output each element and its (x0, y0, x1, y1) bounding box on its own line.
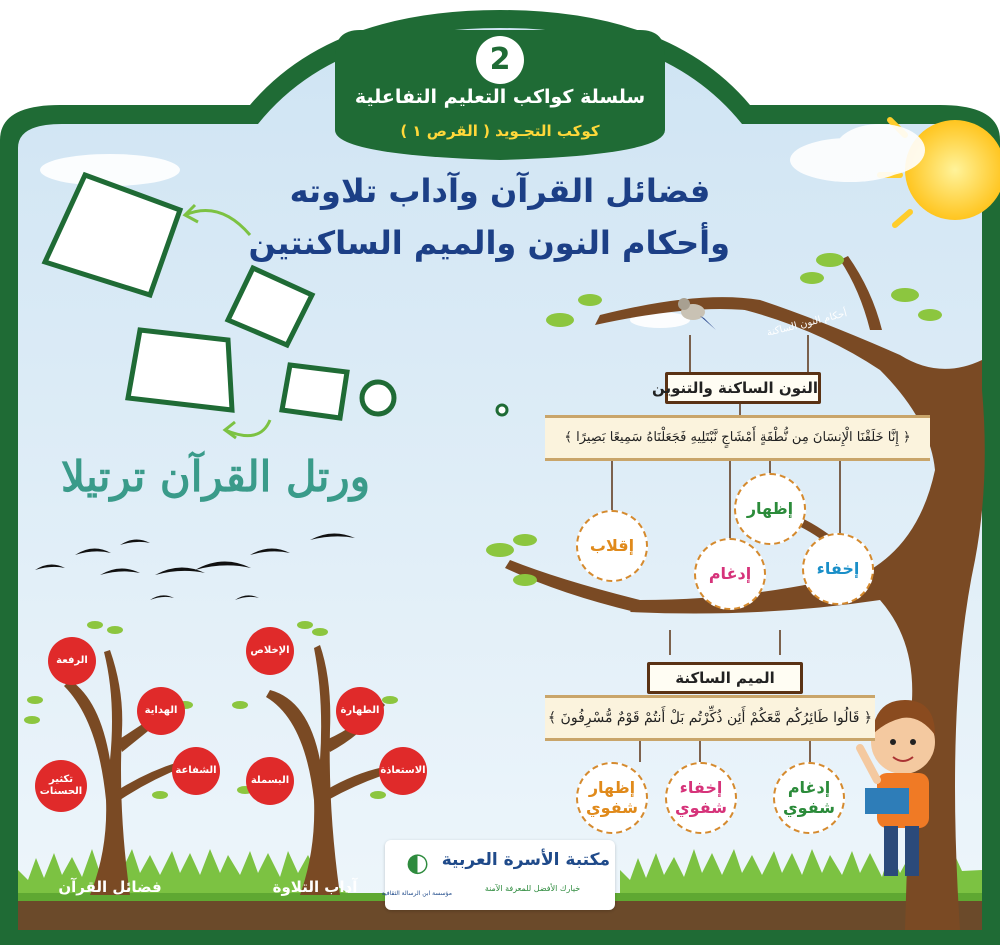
publisher-name: مؤسسة ابن الرسالة الثقافية (381, 890, 452, 897)
series-number: 2 (489, 42, 511, 77)
apple-label: البسملة (250, 775, 290, 786)
tree-label-virtues: فضائل القرآن (58, 878, 162, 896)
rule-izhar: إظهار (734, 473, 806, 545)
publisher-emblem: ◐ (406, 848, 429, 878)
noon-verse: ﴿ إِنَّا خَلَقْنَا الْإِنسَانَ مِن نُّطْفَةٍ أَمْشَاجٍ نَّبْتَلِيهِ فَجَعَلْنَاهُ سَمِيعًا بَصِيرًا ﴾ (545, 415, 930, 461)
tree-label-etiquette: آداب التلاوة (272, 878, 358, 896)
apple-label: الإخلاص (250, 645, 290, 656)
apple-label: الهداية (144, 705, 178, 716)
apple-label: الرفعة (56, 655, 88, 666)
calligraphy-verse: ورتل القرآن ترتيلا (61, 452, 370, 501)
rule-iqlab: إقلاب (576, 510, 648, 582)
apple-label: الطهارة (340, 705, 380, 716)
main-title-line1: فضائل القرآن وآداب تلاوته (289, 172, 711, 210)
library-tagline: خيارك الأفضل للمعرفة الآمنة (484, 884, 581, 893)
rule-izhar-shafawi: إظهار شفوي (576, 762, 648, 834)
apple-label: الاستعاذة (380, 765, 426, 776)
disc-subtitle: كوكب التجـويد ( القرص ١ ) (400, 122, 600, 140)
meem-sign: الميم الساكنة (647, 662, 803, 694)
rule-idgham: إدغام (694, 538, 766, 610)
apple-label: تكثير الحسنات (39, 774, 83, 797)
noon-sign: النون الساكنة والتنوين (665, 372, 821, 404)
rule-idgham-shafawi: إدغام شفوي (773, 762, 845, 834)
series-title: سلسلة كواكب التعليم التفاعلية (354, 86, 646, 108)
branch-label: أحكام النون الساكنة (765, 308, 849, 339)
rule-ikhfa: إخفاء (802, 533, 874, 605)
apple-label: الشفاعة (175, 765, 217, 776)
library-name: مكتبة الأسرة العربية (441, 850, 610, 870)
main-title-line2: وأحكام النون والميم الساكنتين (248, 224, 730, 262)
rule-ikhfa-shafawi: إخفاء شفوي (665, 762, 737, 834)
meem-verse: ﴿ قَالُوا طَائِرُكُم مَّعَكُمْ أَئِن ذُكِّرْتُم بَلْ أَنتُمْ قَوْمٌ مُّسْرِفُونَ ﴾ (545, 695, 875, 741)
publisher-logos (381, 840, 615, 910)
